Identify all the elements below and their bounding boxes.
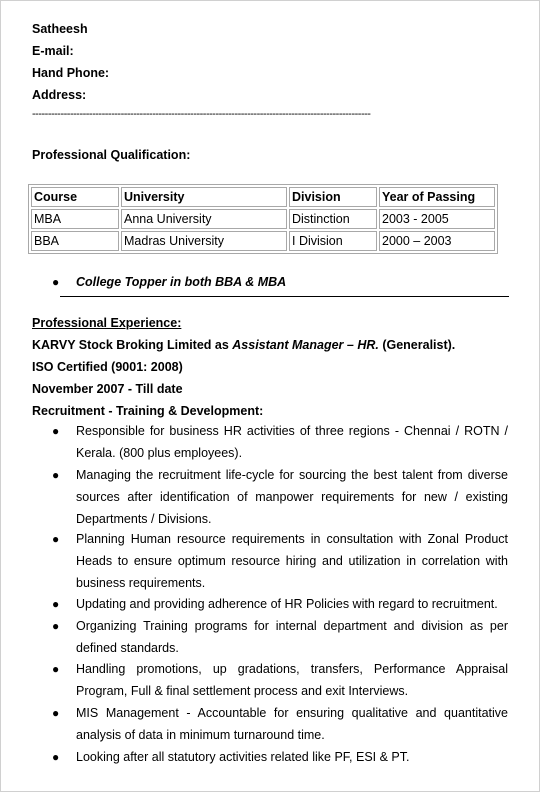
list-item-text: Updating and providing adherence of HR Policies with regard to recruitment. — [76, 597, 498, 611]
job-role: Assistant Manager – HR. — [232, 338, 379, 352]
list-item-text: Looking after all statutory activities related like PF, ESI & PT. — [76, 750, 410, 764]
table-cell: 2000 – 2003 — [379, 231, 495, 251]
experience-heading: Professional Experience: — [32, 316, 182, 330]
company-line — [32, 337, 455, 353]
table-cell: Madras University — [121, 231, 287, 251]
responsibility-area: Recruitment - Training & Development: — [32, 404, 264, 418]
column-header: University — [121, 187, 287, 207]
column-header: Year of Passing — [379, 187, 495, 207]
candidate-name: Satheesh — [32, 22, 88, 36]
highlight-text: College Topper in both BBA & MBA — [76, 275, 287, 289]
table-header-row — [31, 187, 495, 207]
list-item-text: Responsible for business HR activities of three regions - Chennai / ROTN / Kerala. (800 plus employees). — [76, 424, 508, 460]
company-name: KARVY Stock Broking Limited as — [32, 338, 233, 352]
bullet-icon: ● — [52, 424, 60, 438]
column-header: Division — [289, 187, 377, 207]
qualification-heading: Professional Qualification: — [32, 148, 191, 162]
bullet-icon: ● — [52, 468, 60, 482]
bullet-icon: ● — [52, 619, 60, 633]
bullet-icon: ● — [52, 597, 60, 611]
list-item-text: Planning Human resource requirements in consultation with Zonal Product Heads to ensure optimum resource hiring and utilization in correlation with business requirements. — [76, 532, 508, 590]
horizontal-rule — [60, 296, 509, 297]
email-label: E-mail: — [32, 44, 74, 58]
iso-certification: ISO Certified (9001: 2008) — [32, 360, 183, 374]
separator-line: ----------------------------------------------------------------------------------------------------------- — [32, 108, 371, 120]
qualification-table — [28, 184, 498, 254]
table-cell: BBA — [31, 231, 119, 251]
table-row — [31, 231, 495, 251]
role-suffix: (Generalist). — [378, 338, 456, 352]
table-row — [31, 209, 495, 229]
phone-label: Hand Phone: — [32, 66, 110, 80]
table-cell: Distinction — [289, 209, 377, 229]
list-item-text: Managing the recruitment life-cycle for sourcing the best talent from diverse sources after identification of manpower requirements for new / existing Departments / Divisions. — [76, 468, 508, 526]
bullet-icon: ● — [52, 275, 60, 289]
bullet-icon: ● — [52, 706, 60, 720]
column-header: Course — [31, 187, 119, 207]
employment-period: November 2007 - Till date — [32, 382, 183, 396]
bullet-icon: ● — [52, 532, 60, 546]
list-item-text: MIS Management - Accountable for ensuring qualitative and quantitative analysis of data in minimum turnaround time. — [76, 706, 508, 742]
table-cell: I Division — [289, 231, 377, 251]
list-item-text: Organizing Training programs for internal department and division as per defined standards. — [76, 619, 508, 655]
bullet-icon: ● — [52, 750, 60, 764]
table-cell: 2003 - 2005 — [379, 209, 495, 229]
table-cell: Anna University — [121, 209, 287, 229]
bullet-icon: ● — [52, 662, 60, 676]
list-item-text: Handling promotions, up gradations, transfers, Performance Appraisal Program, Full & final settlement process and exit Interviews. — [76, 662, 508, 698]
table-cell: MBA — [31, 209, 119, 229]
address-label: Address: — [32, 88, 87, 102]
